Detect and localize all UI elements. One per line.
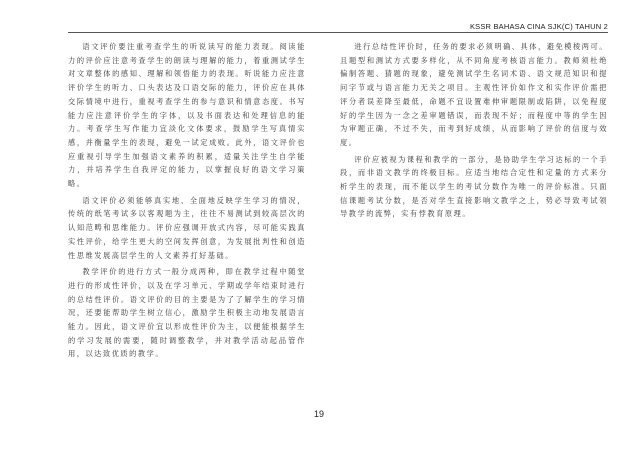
body-paragraph: 教学评价的进行方式一般分成两种，即在教学过程中随堂进行的形成性评价，以及在学习单元、学期或学年结束时进行的总结性评价。语文评价的目的主要是为了了解学生的学习情况，还要能帮助学生树立信心，激励学生积极主动地发展语言能力。因此，语文评价宜以形成性评价为主，以便能根据学生的学习发展的需要，随时调整教学，并对教学活动起品管作用，以达致优质的教学。: [68, 267, 306, 359]
running-header: KSSR BAHASA CINA SJK(C) TAHUN 2: [469, 22, 608, 31]
body-paragraph: 语文评价要注重考查学生的听说读写的能力表现。阅读能力的评价应注意考查学生的朗读与理解的能力，着重测试学生对文章整体的感知、理解和领悟能力的表现。听说能力应注意评价学生的听力、口头表达及口语交际的能力，评价应在具体交际情境中进行，重视考查学生的参与意识和情意态度。书写能力应注意评价学生的字体，以及书面表达和处理信息的能力。考查学生写作能力宜淡化文体要求，鼓励学生写真情实感，并衡量学生的表现，避免一试定成败。此外，语文评价也应重视引导学生加强语文素养的积累，适量关注学生自学能力，并培养学生自我评定的能力，以掌握良好的语文学习策略。: [68, 42, 306, 189]
left-column: [68, 40, 306, 364]
header-divider: [68, 32, 608, 33]
page-number: 19: [313, 409, 324, 419]
body-paragraph: 评价应被视为课程和教学的一部分，是协助学生学习达标的一个手段，而非语文教学的终极目标。应适当地结合定性和定量的方式来分析学生的表现，而不能以学生的考试分数作为唯一的评价标准。只面信课题考试分数，是否对学生直接影响文教学之上，势必导致考试领导教学的流弊，实有悖教育原理。: [340, 154, 608, 219]
right-column: [340, 40, 608, 224]
body-paragraph: 语文评价必须能够真实地、全面地反映学生学习的情况，传统的纸笔考试多以客观题为主，往往不易测试到较高层次的认知范畴和思维能力。评价应强调开放式内容，尽可能实践真实性评价，给学生更大的空间发挥创意，为发展批判性和创造性思维发展高层学生的人文素养打好基础。: [68, 195, 306, 260]
body-paragraph: 进行总结性评价时，任务的要求必须明确、具体，避免模棱两可。且题型和测试方式要多样化，从不同角度考核语言能力。教师须杜绝偏制答题、猜题的现象，避免测试学生名词术语、语文规范知识和提问字节或与语言能力无关之项目。主观性评价如作文和实作评价需把评分者误差降至最低，命题不宜设置难伸审题限制或陷阱，以免程度好的学生因为一念之差审题错误，而表现不好；而程度中等的学生因为审题正确，不过不失，而考到好成绩，从而影响了评价的信度与效度。: [340, 42, 608, 147]
